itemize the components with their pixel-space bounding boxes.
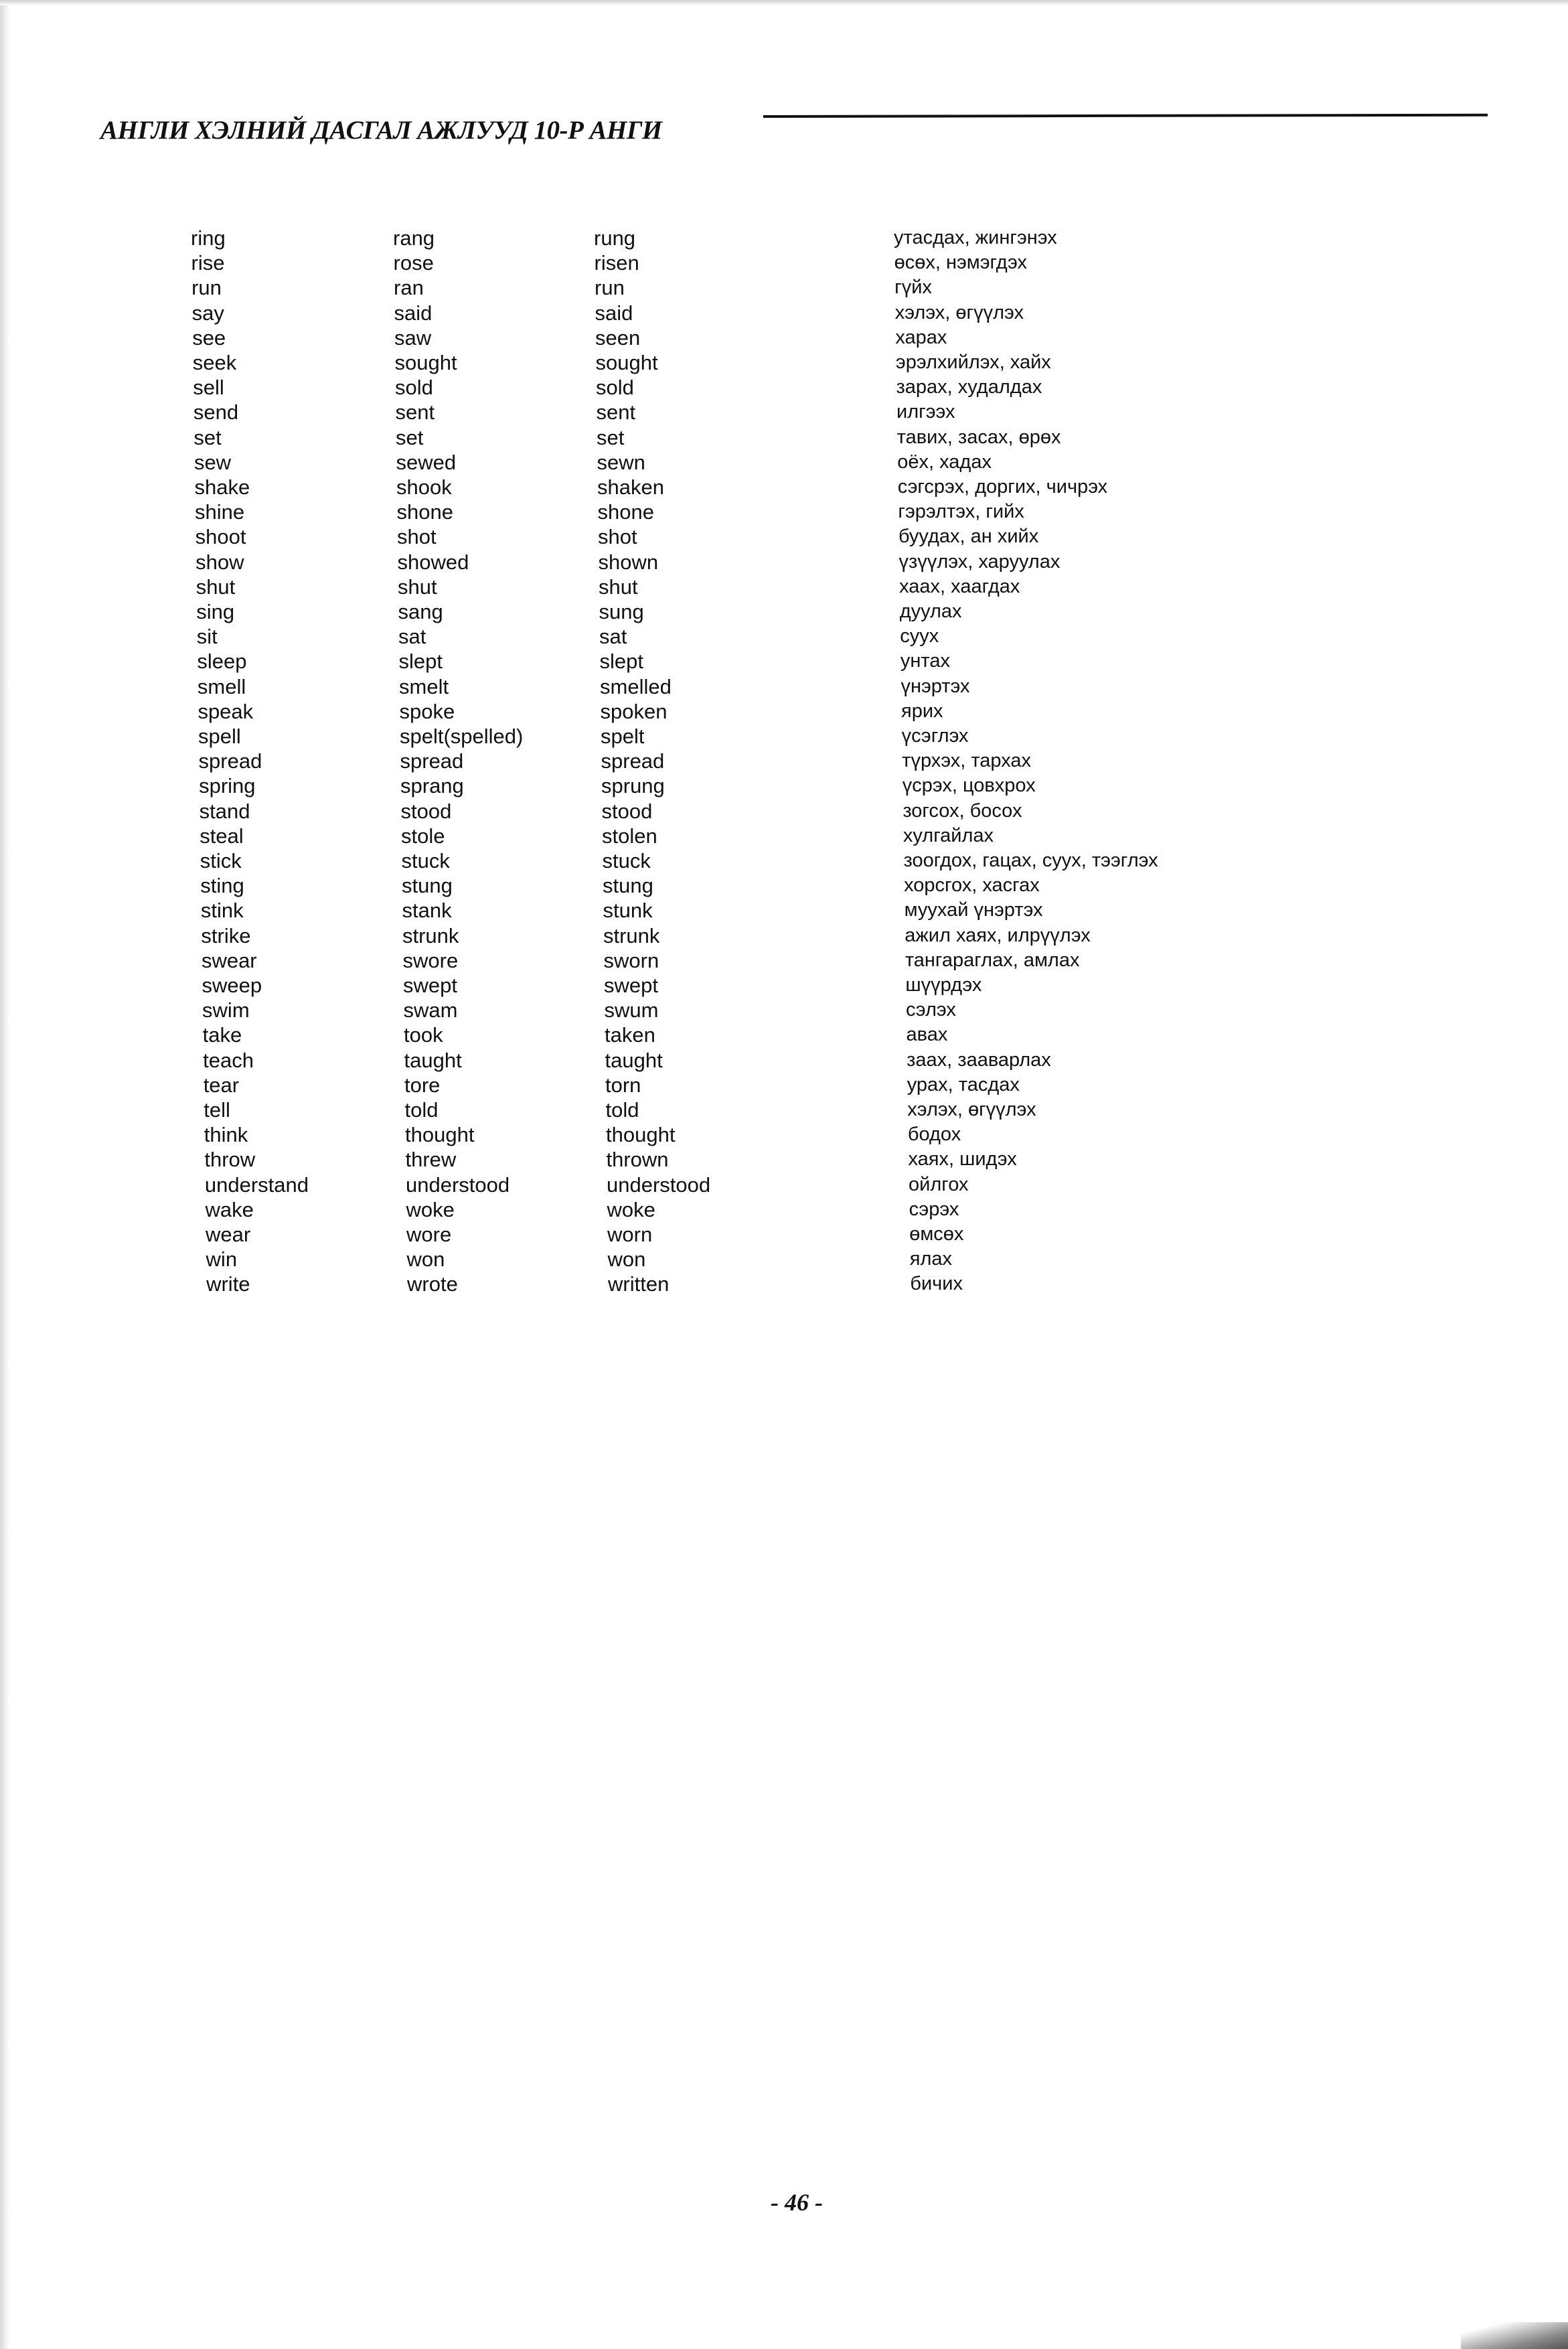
page-number: - 46 - <box>771 2189 823 2216</box>
verb-past-simple: smelt <box>399 674 449 698</box>
verb-past-simple: sat <box>398 625 426 649</box>
verb-base-form: wear <box>206 1223 251 1246</box>
verb-base-form: swear <box>201 948 257 972</box>
verb-base-form: sit <box>196 625 218 649</box>
verb-base-form: throw <box>204 1148 256 1172</box>
verb-base-form: seek <box>192 351 237 374</box>
verb-past-participle: swept <box>604 974 658 997</box>
verb-translation: гүйх <box>894 277 932 299</box>
verb-past-participle: stung <box>603 874 653 898</box>
verb-row <box>0 325 1568 350</box>
verb-base-form: sleep <box>197 650 247 674</box>
verb-base-form: sell <box>193 376 224 400</box>
verb-translation: хаях, шидэх <box>908 1148 1017 1170</box>
verb-past-simple: sewed <box>396 450 457 474</box>
verb-base-form: take <box>202 1023 242 1047</box>
verb-past-simple: sent <box>395 400 435 425</box>
verb-base-form: sweep <box>202 974 262 997</box>
verb-past-simple: shut <box>398 575 437 599</box>
verb-base-form: shoot <box>195 525 246 549</box>
verb-past-simple: won <box>406 1247 445 1272</box>
verb-translation: өсөх, нэмэгдэх <box>894 252 1027 274</box>
verb-past-participle: smelled <box>600 674 672 698</box>
page-header-title: АНГЛИ ХЭЛНИЙ ДАСГАЛ АЖЛУУД 10-Р АНГИ <box>100 116 662 145</box>
verb-base-form: tell <box>204 1098 230 1122</box>
verb-translation: түрхэх, тархах <box>902 750 1032 772</box>
verb-translation: заах, зааварлах <box>907 1049 1051 1071</box>
verb-base-form: stand <box>199 799 250 823</box>
verb-base-form: teach <box>203 1048 254 1072</box>
verb-row <box>0 1022 1568 1047</box>
verb-past-participle: spelt <box>601 725 645 748</box>
verb-row <box>0 848 1568 873</box>
verb-past-simple: said <box>394 301 433 325</box>
verb-past-simple: slept <box>398 650 443 674</box>
verb-base-form: ring <box>191 226 226 250</box>
verb-row <box>0 500 1568 524</box>
verb-translation: сэрэх <box>909 1198 959 1220</box>
verb-row <box>0 724 1568 749</box>
verb-past-simple: stank <box>402 899 452 923</box>
verb-base-form: set <box>193 425 222 449</box>
verb-row <box>0 824 1568 848</box>
verb-base-form: spell <box>198 725 241 748</box>
verb-past-simple: rose <box>393 251 434 275</box>
verb-past-participle: worn <box>607 1223 653 1246</box>
verb-row <box>0 350 1568 375</box>
verb-row <box>0 1147 1568 1172</box>
verb-row <box>0 998 1568 1022</box>
verb-row <box>0 1272 1568 1296</box>
verb-translation: утасдах, жингэнэх <box>894 227 1057 248</box>
verb-past-simple: stole <box>401 824 445 848</box>
verb-past-simple: took <box>404 1023 443 1047</box>
verb-translation: хулгайлах <box>903 824 994 846</box>
verb-base-form: show <box>195 550 244 574</box>
verb-past-simple: showed <box>397 550 469 574</box>
verb-past-simple: stuck <box>401 849 450 873</box>
verb-past-simple: tore <box>404 1073 441 1097</box>
verb-base-form: sew <box>193 450 232 474</box>
verb-past-participle: sought <box>595 351 658 374</box>
verb-base-form: stick <box>200 849 242 873</box>
verb-row <box>0 599 1568 624</box>
verb-past-participle: thought <box>606 1123 676 1147</box>
verb-translation: зогсох, босох <box>903 800 1022 822</box>
verb-past-simple: swept <box>403 974 457 997</box>
verb-past-simple: saw <box>394 325 432 350</box>
verb-translation: бодох <box>907 1124 961 1146</box>
verb-row <box>0 624 1568 649</box>
verb-translation: тавих, засах, өрөх <box>896 426 1061 448</box>
verb-translation: сэгсрэх, доргих, чичрэх <box>897 476 1108 498</box>
verb-past-participle: shown <box>598 550 659 574</box>
verb-translation: ялах <box>909 1248 953 1270</box>
verb-row <box>0 425 1568 450</box>
verb-row <box>0 749 1568 773</box>
verb-past-simple: taught <box>404 1048 462 1072</box>
verb-past-participle: sung <box>599 600 644 623</box>
verb-base-form: smell <box>197 674 246 698</box>
verb-base-form: swim <box>202 998 250 1022</box>
verb-base-form: shut <box>195 575 236 599</box>
verb-translation: бичих <box>910 1273 963 1295</box>
verb-row <box>0 250 1568 275</box>
verb-past-participle: written <box>608 1272 670 1296</box>
verb-translation: авах <box>906 1024 948 1046</box>
verb-base-form: send <box>193 400 239 425</box>
verb-past-simple: swam <box>403 998 458 1022</box>
verb-translation: муухай үнэртэх <box>904 899 1043 921</box>
verb-past-participle: taught <box>605 1048 663 1072</box>
verb-translation: урах, тасдах <box>907 1073 1020 1095</box>
verb-past-simple: shot <box>397 525 437 549</box>
verb-translation: үсрэх, цовхрох <box>902 775 1036 797</box>
verb-base-form: say <box>191 301 224 325</box>
verb-row <box>0 948 1568 973</box>
verb-row <box>0 1197 1568 1222</box>
verb-translation: хэлэх, өгүүлэх <box>894 301 1024 323</box>
verb-row <box>0 450 1568 475</box>
verb-past-participle: seen <box>595 325 641 350</box>
verb-row <box>0 275 1568 300</box>
verb-past-participle: told <box>605 1098 639 1122</box>
verb-past-participle: sprung <box>601 774 665 798</box>
verb-translation: ажил хаях, илрүүлэх <box>905 924 1091 946</box>
verb-past-simple: ran <box>394 276 424 300</box>
verb-row <box>0 400 1568 425</box>
verb-past-participle: stolen <box>602 824 657 848</box>
verb-past-participle: rung <box>594 226 636 250</box>
verb-translation: шүүрдэх <box>905 974 982 996</box>
verb-translation: дуулах <box>899 601 962 622</box>
verb-translation: хэлэх, өгүүлэх <box>907 1099 1036 1120</box>
verb-past-participle: swum <box>604 998 659 1022</box>
verb-base-form: rise <box>191 251 225 275</box>
verb-translation: суух <box>900 625 939 648</box>
verb-translation: илгээх <box>896 401 955 423</box>
verb-past-simple: wore <box>406 1223 452 1246</box>
verb-base-form: shine <box>195 500 245 524</box>
verb-past-participle: run <box>595 276 625 300</box>
verb-past-participle: slept <box>599 650 643 674</box>
verb-row <box>0 1247 1568 1272</box>
verb-past-participle: stunk <box>603 899 653 923</box>
verb-row <box>0 1073 1568 1097</box>
verb-translation: зоогдох, гацах, суух, тээглэх <box>903 850 1158 871</box>
verb-row <box>0 973 1568 998</box>
verb-row <box>0 1097 1568 1122</box>
verb-past-simple: wrote <box>407 1272 458 1296</box>
verb-past-participle: set <box>597 425 625 449</box>
verb-base-form: stink <box>200 899 244 923</box>
verb-translation: ойлгох <box>909 1173 969 1195</box>
verb-base-form: see <box>192 325 226 350</box>
verb-base-form: understand <box>204 1172 309 1197</box>
verb-translation: сэлэх <box>905 999 956 1021</box>
verb-translation: хаах, хаагдах <box>899 575 1020 597</box>
verb-row <box>0 1122 1568 1147</box>
verb-base-form: strike <box>201 923 251 948</box>
verb-row <box>0 226 1568 250</box>
verb-past-simple: understood <box>406 1172 510 1197</box>
verb-row <box>0 475 1568 500</box>
verb-past-participle: strunk <box>603 923 660 948</box>
verb-past-participle: sat <box>599 625 627 649</box>
verb-past-participle: sold <box>596 376 634 400</box>
verb-past-participle: torn <box>605 1073 641 1097</box>
verb-row <box>0 1048 1568 1073</box>
verb-past-participle: shot <box>598 525 637 549</box>
verb-past-simple: sought <box>394 351 457 374</box>
verb-base-form: shake <box>194 475 250 499</box>
verb-translation: ярих <box>901 700 943 722</box>
verb-past-simple: swore <box>402 948 459 972</box>
verb-row <box>0 873 1568 898</box>
verb-past-simple: spoke <box>399 699 455 723</box>
verb-row <box>0 699 1568 724</box>
verb-translation: унтах <box>900 650 950 672</box>
verb-base-form: sing <box>196 600 235 623</box>
verb-row <box>0 1172 1568 1197</box>
verb-translation: оёх, хадах <box>897 451 992 473</box>
verb-translation: хорсгох, хасгах <box>904 875 1040 897</box>
verb-translation: үнэртэх <box>900 675 970 697</box>
verb-base-form: tear <box>203 1073 240 1097</box>
verb-base-form: spring <box>199 774 256 798</box>
verb-translation: гэрэлтэх, гийх <box>898 501 1024 523</box>
verb-base-form: write <box>206 1272 250 1296</box>
verb-past-participle: woke <box>607 1197 655 1221</box>
verb-row <box>0 375 1568 400</box>
verb-past-simple: stood <box>400 799 452 823</box>
verb-past-participle: thrown <box>606 1148 669 1172</box>
verb-row <box>0 1222 1568 1247</box>
verb-row <box>0 799 1568 824</box>
verb-translation: буудах, ан хийх <box>898 526 1039 548</box>
verb-past-participle: sent <box>596 400 636 425</box>
verb-past-simple: woke <box>406 1197 455 1221</box>
verb-base-form: spread <box>198 749 262 773</box>
verb-translation: харах <box>895 326 947 348</box>
verb-past-participle: sworn <box>603 948 659 972</box>
verb-row <box>0 898 1568 923</box>
verb-row <box>0 524 1568 549</box>
verb-past-participle: shone <box>597 500 654 524</box>
verb-base-form: think <box>204 1123 248 1147</box>
verb-past-participle: taken <box>605 1023 655 1047</box>
verb-past-participle: stuck <box>602 849 651 873</box>
verb-past-participle: stood <box>601 799 653 823</box>
verb-past-participle: shaken <box>597 475 664 499</box>
verb-past-simple: told <box>404 1098 439 1122</box>
page-corner-shadow <box>1461 2322 1568 2349</box>
verb-past-simple: spread <box>400 749 464 773</box>
verb-translation: өмсөх <box>909 1223 964 1245</box>
verb-row <box>0 649 1568 674</box>
verb-past-participle: spoken <box>600 699 668 723</box>
verb-row <box>0 575 1568 599</box>
verb-row <box>0 674 1568 699</box>
verb-row <box>0 550 1568 575</box>
verb-row <box>0 301 1568 325</box>
verb-past-simple: sold <box>395 376 433 400</box>
verb-base-form: wake <box>205 1197 254 1221</box>
verb-past-simple: stung <box>402 874 453 898</box>
verb-base-form: run <box>191 276 222 300</box>
verb-base-form: sting <box>200 874 244 898</box>
verb-past-participle: spread <box>601 749 665 773</box>
verb-past-participle: risen <box>594 251 639 275</box>
verb-past-participle: said <box>595 301 633 325</box>
verb-row <box>0 923 1568 948</box>
verb-past-simple: shone <box>396 500 453 524</box>
verb-translation: зарах, худалдах <box>896 376 1042 398</box>
verb-past-simple: strunk <box>402 923 459 948</box>
verb-past-simple: thought <box>405 1123 475 1147</box>
verb-past-participle: understood <box>607 1172 711 1197</box>
verb-past-simple: spelt(spelled) <box>400 725 524 748</box>
verb-base-form: win <box>206 1247 238 1272</box>
verb-past-simple: sang <box>398 600 443 623</box>
verb-past-simple: sprang <box>400 774 464 798</box>
verb-row <box>0 773 1568 798</box>
verb-translation: үсэглэх <box>901 725 969 747</box>
verb-past-participle: won <box>607 1247 646 1272</box>
verb-base-form: speak <box>198 699 254 723</box>
verb-past-simple: shook <box>396 475 452 499</box>
verb-past-participle: sewn <box>597 450 645 474</box>
verb-translation: тангараглах, амлах <box>905 949 1080 971</box>
verb-past-participle: shut <box>599 575 638 599</box>
verb-translation: үзүүлэх, харуулах <box>898 550 1061 573</box>
verb-past-simple: rang <box>393 226 435 250</box>
verb-past-simple: set <box>396 425 424 449</box>
verb-base-form: steal <box>200 824 244 848</box>
verb-translation: эрэлхийлэх, хайх <box>895 352 1051 373</box>
verb-past-simple: threw <box>405 1148 457 1172</box>
